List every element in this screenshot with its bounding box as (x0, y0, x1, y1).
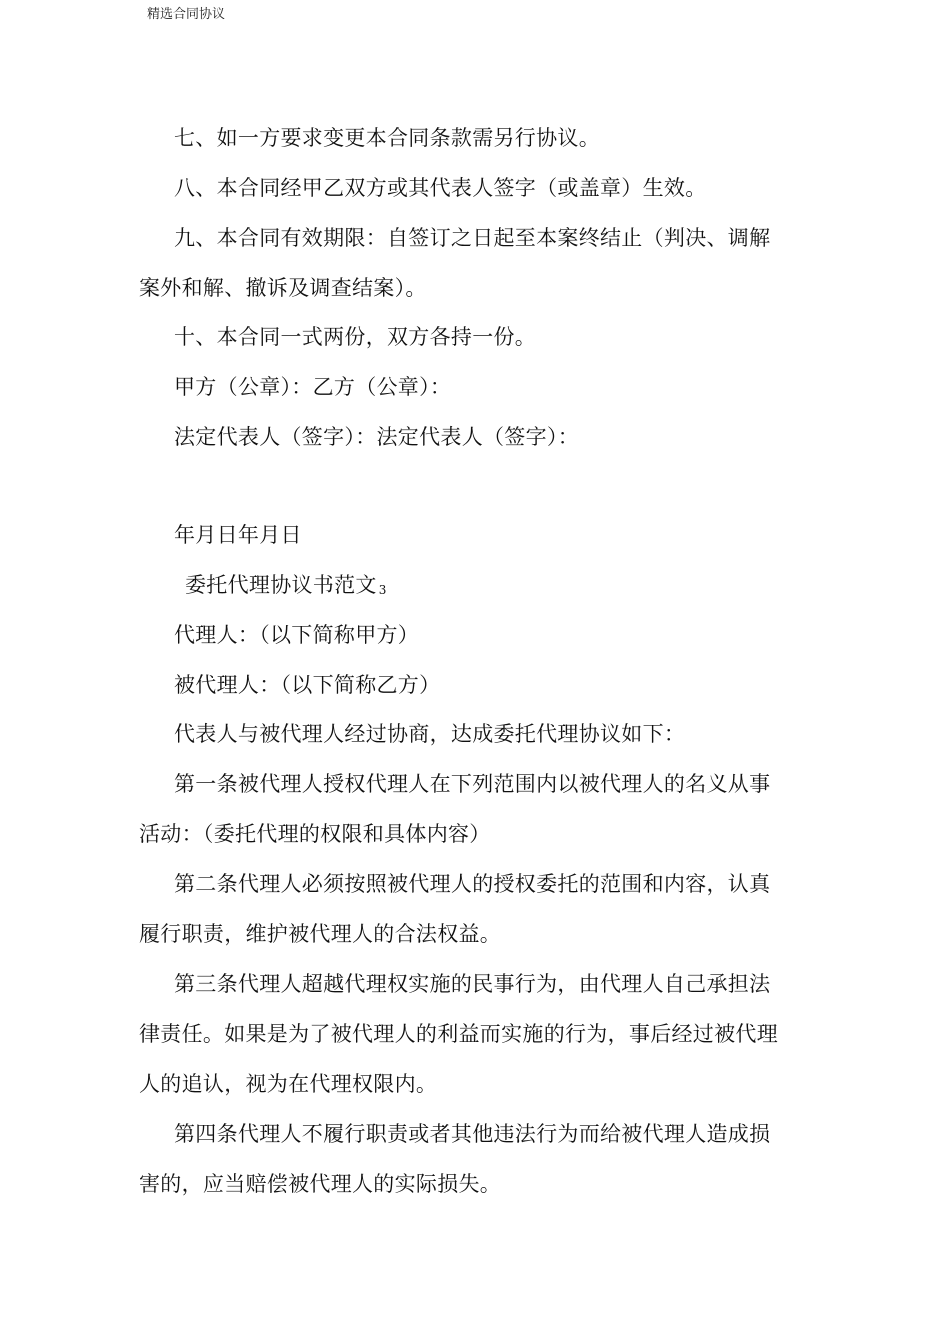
clause-9-line-2: 案外和解、撤诉及调查结案）。 (139, 276, 427, 300)
principal-line: 被代理人：（以下简称乙方） (174, 673, 441, 697)
clause-10: 十、本合同一式两份，双方各持一份。 (174, 325, 537, 349)
article-2-line-1: 第二条代理人必须按照被代理人的授权委托的范围和内容，认真 (174, 872, 771, 896)
article-4-line-1: 第四条代理人不履行职责或者其他违法行为而给被代理人造成损 (174, 1122, 771, 1146)
article-3-line-1: 第三条代理人超越代理权实施的民事行为，由代理人自己承担法 (174, 972, 771, 996)
page-header: 精选合同协议 (147, 7, 226, 22)
seal-line: 甲方（公章）：乙方（公章）： (174, 375, 452, 399)
agent-line: 代理人：（以下简称甲方） (174, 623, 420, 647)
signature-line: 法定代表人（签字）：法定代表人（签字）： (174, 425, 579, 449)
article-4-line-2: 害的，应当赔偿被代理人的实际损失。 (139, 1172, 502, 1196)
article-2-line-2: 履行职责，维护被代理人的合法权益。 (139, 922, 502, 946)
clause-8: 八、本合同经甲乙双方或其代表人签字（或盖章）生效。 (174, 176, 707, 200)
document-title-text: 委托代理协议书范文 (185, 573, 377, 597)
article-3-line-3: 人的追认，视为在代理权限内。 (139, 1072, 438, 1096)
article-1-line-1: 第一条被代理人授权代理人在下列范围内以被代理人的名义从事 (174, 772, 771, 796)
clause-9-line-1: 九、本合同有效期限：自签订之日起至本案终结止（判决、调解 (174, 226, 771, 250)
article-3-line-2: 律责任。如果是为了被代理人的利益而实施的行为，事后经过被代理 (139, 1022, 778, 1046)
date-line: 年月日年月日 (174, 523, 302, 547)
document-title-number: 3 (378, 583, 387, 597)
article-1-line-2: 活动：（委托代理的权限和具体内容） (139, 822, 491, 846)
preamble: 代表人与被代理人经过协商，达成委托代理协议如下： (174, 722, 686, 746)
clause-7: 七、如一方要求变更本合同条款需另行协议。 (174, 126, 600, 150)
document-title (185, 572, 387, 603)
